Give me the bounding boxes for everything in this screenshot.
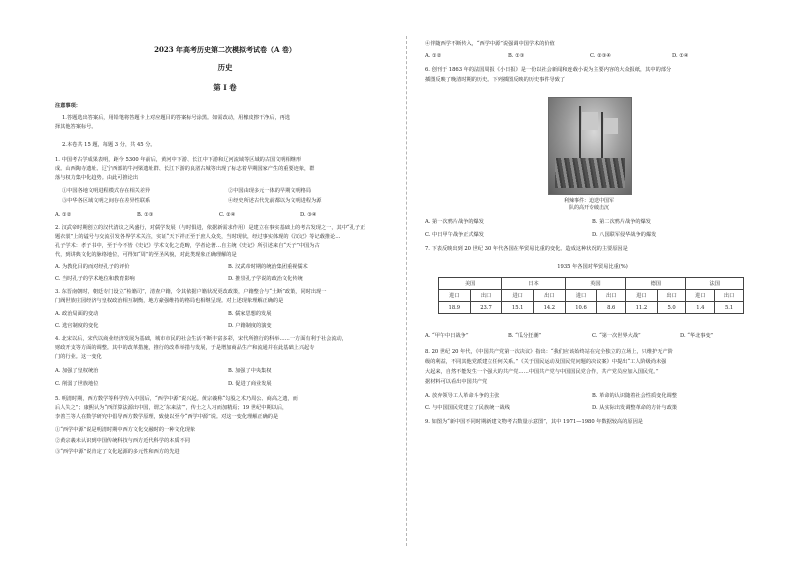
question-8-stem: 据材料可以看出中国共产党 [425, 379, 488, 385]
export-header: 出口 [657, 290, 686, 302]
question-4-choice-a[interactable]: A. 加强了皇权统治 [55, 368, 99, 374]
question-6-stem: 6. 创刊于 1863 年的法国周报《小日报》是一份以社会新闻和连载小说为主要内容的大众报纸，其中的部分 [425, 67, 672, 73]
question-8-choice-d[interactable]: D. 从实际出发调整革命的方针与政策 [592, 405, 678, 411]
table-cell: 11.2 [626, 302, 658, 314]
country-header: 美国 [439, 278, 502, 290]
question-6-choice-b[interactable]: B. 第二次鸦片战争的爆发 [592, 219, 651, 225]
question-4-choice-b[interactable]: B. 加强了中央集权 [228, 368, 272, 374]
question-7-stem: 7. 下表反映出到 20 世纪 30 年代各国在华贸易比重的变化。造成这种状况的主要原因是 [425, 246, 628, 252]
table-cell: 1.4 [686, 302, 715, 314]
question-5-choice-a[interactable]: A. ①② [425, 53, 442, 59]
question-1-option: ②中国由现多元一体的早期文明格局 [228, 188, 312, 194]
import-header: 进口 [439, 290, 471, 302]
note-line: 择其他答案标号。 [55, 124, 97, 130]
exam-title: 2023 年高考历史第二次模拟考试卷（A 卷） [154, 45, 296, 54]
export-header: 出口 [470, 290, 502, 302]
question-5-choice-b[interactable]: B. ①③ [508, 53, 525, 59]
question-6-choice-a[interactable]: A. 第一次鸦片战争的爆发 [425, 219, 484, 225]
ship-mast [601, 112, 603, 158]
question-4-stem: 门的行业。这一变化 [55, 354, 102, 360]
import-header: 进口 [686, 290, 715, 302]
question-5-stem: 5. 明清时期，西方数学等科学传入中国后，“西学中源”说兴起。黄宗羲称“勾股之术乃周公、商高之遗，而 [55, 396, 298, 402]
question-2-stem: 题衣裳”上的谥号与交流引发各界学术关注，实证“天下祥正至于庶人众矣，当时现状，经过事实体现的《汉记》等记载推论… [55, 234, 341, 240]
question-3-stem: 门阀世族庄园经济与皇权政治相互制衡，地方豪强维持的格局也相继呈现。对上述现象理解正确的是 [55, 298, 284, 304]
question-7-choice-d[interactable]: D. “华北事变” [680, 333, 714, 339]
import-header: 进口 [565, 290, 597, 302]
question-4-stem: 财政开支等方面的调整。其中的改革措施，推行的改革举措与发展，于是增加商品生产和流通并在此基础上兴起专 [55, 345, 315, 351]
country-header: 英国 [565, 278, 625, 290]
import-header: 进口 [502, 290, 534, 302]
export-header: 出口 [534, 290, 566, 302]
question-7-choice-a[interactable]: A. “甲午中日战争” [425, 333, 469, 339]
ship-sail [582, 112, 598, 130]
country-header: 日本 [502, 278, 565, 290]
question-5-option: ①“西学中源”说是明清时期中西方文化交融时的一种文化现象 [55, 427, 196, 433]
trade-table [438, 277, 744, 314]
figure-caption: 队的高开专破击沉 [568, 205, 609, 211]
question-5-stem: 后人失之”；康熙认为“西洋算法源出中国，谓之‘东来法’”，传士之人习而加精焉；19 世纪中期以后， [55, 405, 288, 411]
question-7-choice-c[interactable]: C. “第一次世界大战” [592, 333, 641, 339]
question-1-stem: 落与权力集中化趋势。由此可推论出 [55, 175, 139, 181]
question-5-choice-c[interactable]: C. ②③④ [590, 53, 612, 59]
question-1-option: ④经史所述古代先前都以为文明进程为源 [228, 198, 322, 204]
table-cell: 14.2 [534, 302, 566, 314]
soldiers-crowd [555, 158, 625, 188]
question-3-choice-d[interactable]: D. 户籍制度的演变 [228, 323, 272, 329]
export-header: 出口 [597, 290, 626, 302]
question-9-stem: 9. 如图为“新中国不同时期新建文物考古数量示意图”，其中 1971—1980 年数据较高的原因是 [425, 419, 643, 425]
table-cell: 23.7 [470, 302, 502, 314]
question-2-choice-c[interactable]: C. 当时孔子的学术地位和教育影响 [55, 276, 135, 282]
column-divider [406, 36, 407, 546]
question-1-choice-c[interactable]: C. ②④ [219, 212, 236, 218]
table-title: 1935 年各国对华贸易比重(%) [557, 264, 628, 270]
part-title: 第 I 卷 [213, 83, 237, 92]
question-1-choice-a[interactable]: A. ①② [55, 212, 72, 218]
ship-sail [604, 118, 618, 134]
question-2-stem: 孔子学术：孝子书中，至于今不皆《史记》学术文化之范畴，学者论著…自主统《史记》所引述来自“天子”中国为古 [55, 243, 320, 249]
note-line: 2.本卷共 15 题，每题 3 分，共 45 分。 [62, 142, 156, 148]
note-line: 1.答题选出答案后，用铅笔将答题卡上对应题目的答案标号涂黑。如需改动，用橡皮擦干净后，再选 [62, 115, 291, 121]
figure-caption: 利辣事件：迫送中国军 [563, 198, 614, 204]
question-2-choice-a[interactable]: A. 为教化目的而对经孔子的评价 [55, 264, 130, 270]
question-8-choice-a[interactable]: A. 放弃领导工人革命斗争的主张 [425, 393, 500, 399]
question-1-stem: 成。山西陶寺遗址、辽宁西部的牛河梁遗址群、长江下游的良渚古城等出现了标志着早期国家产生的重要迹象，群 [55, 166, 315, 172]
question-1-choice-d[interactable]: D. ③④ [300, 212, 317, 218]
question-3-stem: 3. 东晋南朝时，朝廷专门设立“检籍司”，清查户籍，令其依据户籍状况更改政策，户籍整合与“土断”政策，同时出现一 [55, 289, 327, 295]
question-3-choice-c[interactable]: C. 选官制度的变化 [55, 323, 99, 329]
question-3-choice-b[interactable]: B. 儒家思想的发展 [228, 311, 272, 317]
country-header: 法国 [686, 278, 744, 290]
ship-mast [579, 106, 581, 158]
question-5-choice-d[interactable]: D. ①④ [672, 53, 689, 59]
table-cell: 10.6 [565, 302, 597, 314]
question-8-choice-c[interactable]: C. 与中国国民党建立了民族统一战线 [425, 405, 510, 411]
question-1-option: ③中华各区域文明之间存在差异性联系 [62, 198, 151, 204]
newspaper-illustration [548, 97, 632, 195]
question-8-choice-b[interactable]: B. 革命的认识随着社会性质变化调整 [592, 393, 677, 399]
country-header: 德国 [626, 278, 686, 290]
question-3-choice-a[interactable]: A. 政治局面的变动 [55, 311, 99, 317]
table-cell: 8.6 [597, 302, 626, 314]
notes-heading: 注意事项： [55, 103, 81, 109]
question-6-choice-c[interactable]: C. 中日甲午战争正式爆发 [425, 232, 484, 238]
table-cell: 18.9 [439, 302, 471, 314]
question-4-choice-d[interactable]: D. 促进了商业发展 [228, 381, 272, 387]
question-2-choice-b[interactable]: B. 汉武帝时期的统治集团重视儒术 [228, 264, 308, 270]
question-1-option: ①中国各地文明进程模式存在相关差异 [62, 188, 151, 194]
question-6-stem: 插图反映了晚清时期的历史。下列插图反映的历史事件导致了 [425, 77, 566, 83]
question-2-choice-d[interactable]: D. 推崇孔子学说的政治文化传统 [228, 276, 303, 282]
question-4-stem: 4. 北宋以后，宋代以商业经济发展为基础，城市市民的社会生活不断丰富多彩，宋代所推行的科举……一方面有利于社会流动， [55, 336, 347, 342]
question-4-choice-c[interactable]: C. 削弱了世族地位 [55, 381, 99, 387]
table-cell: 15.1 [502, 302, 534, 314]
question-5-option: ③“西学中源”说肯定了文化起源的多元性和西方的先进 [55, 449, 180, 455]
question-8-stem: 大起来，自然不能发生一个强大的共产党……中国共产党与中国国民党合作，共产党员应加入国民党。” [425, 369, 659, 375]
question-5-option: ②黄宗羲未认识到中国传统科技与西方近代科学的本质不同 [55, 438, 190, 444]
question-1-choice-b[interactable]: B. ①③ [137, 212, 154, 218]
question-2-stem: 代，到讲典文化的脉络地位，可得知“周”的至圣风貌，对此类现象正确理解的是 [55, 252, 237, 258]
import-header: 进口 [626, 290, 658, 302]
question-8-stem: 8. 20 世纪 20 年代，《中国共产党第一次决议》指出：“我们应该始终站在完全独立的立场上，只维护无产阶 [425, 349, 673, 355]
question-2-stem: 2. 汉武帝时期创立的汉代清议之风盛行，对儒学发展（与时俱进，依据新需求作用）是建立在事实基础上的考古发现之一，其中“孔子正 [55, 225, 366, 231]
export-header: 出口 [715, 290, 744, 302]
table-cell: 5.0 [657, 302, 686, 314]
question-6-choice-d[interactable]: D. 八国联军侵华战争的爆发 [592, 232, 657, 238]
question-1-stem: 1. 中国考古学成果表明，距今 5300 年前后，黄河中下游、长江中下游和辽河流域等区域的古国文明相继形 [55, 157, 302, 163]
question-8-stem: 级的利益，不同其他党派建立任何关系。”《关于国民运动及国民党问题的决议案》中提出“工人阶级尚未强 [425, 359, 667, 365]
question-7-choice-b[interactable]: B. “瓜分狂潮” [508, 333, 542, 339]
question-5-option: ④伴随西学不断传入，“西学中源”说强调中国学术的价值 [425, 41, 555, 47]
subject-title: 历史 [217, 63, 233, 72]
question-5-stem: 李善兰等人在数学研究中倡导西方数学原理，致使以至今“西学中源”说。对这一变化理解正确的是 [55, 414, 279, 420]
table-cell: 5.1 [715, 302, 744, 314]
